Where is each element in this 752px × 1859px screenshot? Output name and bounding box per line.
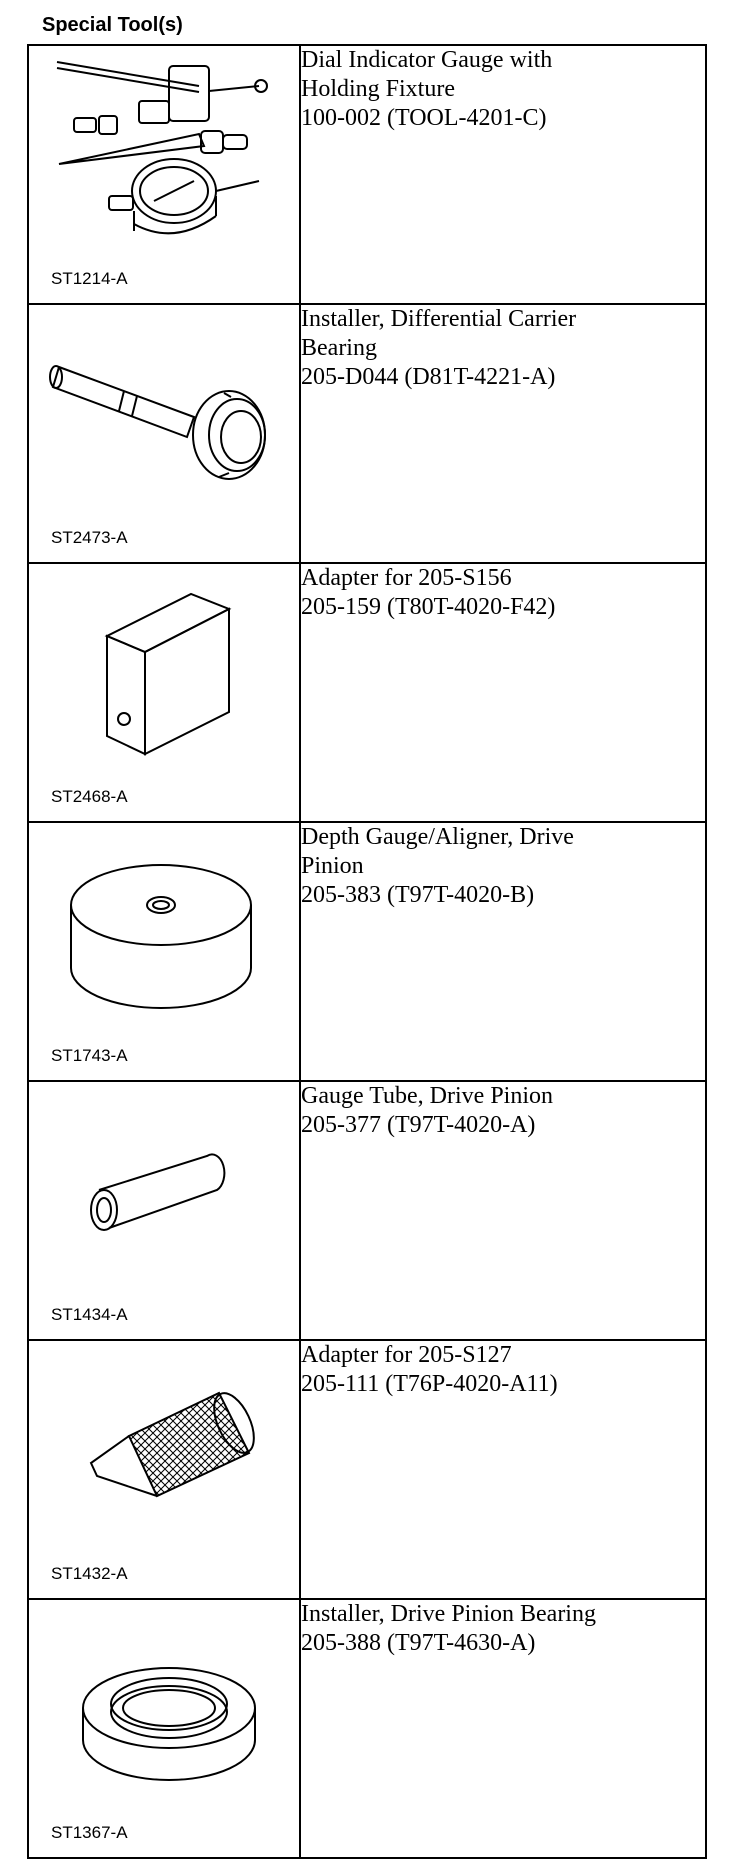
table-row — [28, 822, 706, 1081]
tool-illustration-cell — [28, 1599, 300, 1858]
tool-name-line: Pinion — [301, 853, 364, 879]
tool-illustration-cell — [28, 304, 300, 563]
tool-illustration-cell — [28, 1340, 300, 1599]
tool-figure-code: ST1432-A — [51, 1564, 128, 1583]
tool-name-line: Depth Gauge/Aligner, Drive — [301, 824, 574, 850]
tool-name-line: Installer, Drive Pinion Bearing — [301, 1601, 596, 1627]
tool-number: 100-002 (TOOL-4201-C) — [301, 105, 547, 131]
tool-number: 205-159 (T80T-4020-F42) — [301, 594, 556, 620]
tool-description — [300, 1081, 706, 1340]
carrier-bearing-installer-icon — [29, 305, 299, 562]
tool-description — [300, 822, 706, 1081]
tool-name-line: Adapter for 205-S127 — [301, 1342, 512, 1368]
table-row — [28, 1599, 706, 1858]
table-row — [28, 45, 706, 304]
tool-number: 205-D044 (D81T-4221-A) — [301, 364, 556, 390]
adapter-block-icon — [29, 564, 299, 821]
tool-illustration-cell — [28, 45, 300, 304]
dial-indicator-gauge-icon — [29, 46, 299, 303]
tool-figure-code: ST1214-A — [51, 269, 128, 288]
tool-description — [300, 45, 706, 304]
tool-name-line: Holding Fixture — [301, 76, 455, 102]
table-row — [28, 1081, 706, 1340]
tool-name-line: Installer, Differential Carrier — [301, 306, 577, 332]
tool-name-line: Bearing — [301, 335, 377, 361]
tool-name-line: Gauge Tube, Drive Pinion — [301, 1083, 553, 1109]
table-row — [28, 304, 706, 563]
tool-figure-code: ST2468-A — [51, 787, 128, 806]
tool-number: 205-377 (T97T-4020-A) — [301, 1112, 536, 1138]
tool-description — [300, 563, 706, 822]
depth-gauge-aligner-icon — [29, 823, 299, 1080]
tool-figure-code: ST2473-A — [51, 528, 128, 547]
tool-illustration-cell — [28, 563, 300, 822]
table-row — [28, 1340, 706, 1599]
page-title: Special Tool(s) — [42, 14, 183, 36]
tool-figure-code: ST1743-A — [51, 1046, 128, 1065]
tool-description — [300, 1340, 706, 1599]
tool-figure-code: ST1367-A — [51, 1823, 128, 1842]
tool-figure-code: ST1434-A — [51, 1305, 128, 1324]
tool-number: 205-388 (T97T-4630-A) — [301, 1630, 536, 1656]
tool-number: 205-111 (T76P-4020-A11) — [301, 1371, 558, 1397]
knurled-adapter-icon — [29, 1341, 299, 1598]
tool-illustration-cell — [28, 822, 300, 1081]
tool-name-line: Adapter for 205-S156 — [301, 565, 512, 591]
gauge-tube-icon — [29, 1082, 299, 1339]
tool-description — [300, 1599, 706, 1858]
tool-name-line: Dial Indicator Gauge with — [301, 47, 553, 73]
tool-illustration-cell — [28, 1081, 300, 1340]
tool-number: 205-383 (T97T-4020-B) — [301, 882, 535, 908]
pinion-bearing-installer-icon — [29, 1600, 299, 1857]
tool-description — [300, 304, 706, 563]
special-tools-table — [27, 44, 707, 1859]
table-row — [28, 563, 706, 822]
